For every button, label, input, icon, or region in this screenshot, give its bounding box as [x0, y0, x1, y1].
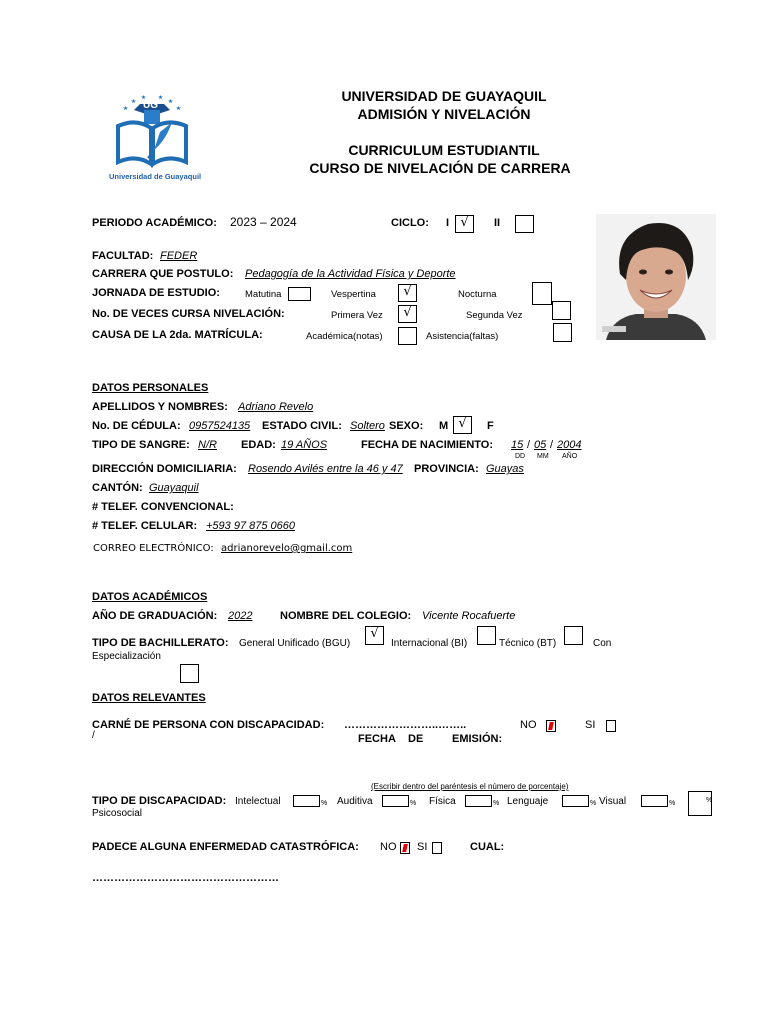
matutina-checkbox[interactable]: [288, 287, 311, 301]
causa-label: CAUSA DE LA 2da. MATRÍCULA:: [92, 329, 263, 341]
auditiva-label: Auditiva: [337, 796, 373, 807]
lenguaje-label: Lenguaje: [507, 796, 549, 807]
primera-vez-checkbox[interactable]: √: [398, 305, 417, 323]
graduacion-label: AÑO DE GRADUACIÓN:: [92, 610, 218, 622]
student-portrait-icon: [596, 214, 716, 340]
periodo-value: 2023 – 2024: [230, 215, 297, 229]
telcel-label: # TELEF. CELULAR:: [92, 520, 198, 532]
carrera-label: CARRERA QUE POSTULO:: [92, 268, 234, 280]
year-caption: AÑO: [562, 453, 578, 460]
veces-opt-1: Primera Vez: [331, 310, 383, 321]
carne-label: CARNÉ DE PERSONA CON DISCAPACIDAD:: [92, 719, 325, 731]
ciclo-opt-1: I: [446, 217, 450, 229]
causa-opt-2: Asistencia(faltas): [426, 331, 499, 342]
canton-label: CANTÓN:: [92, 482, 143, 494]
nocturna-checkbox[interactable]: [532, 282, 552, 305]
colegio-label: NOMBRE DEL COLEGIO:: [280, 610, 412, 622]
psicosocial-pct: %: [706, 797, 713, 804]
nombres-value: Adriano Revelo: [238, 401, 314, 413]
ciclo-1-checkbox[interactable]: √: [455, 215, 474, 233]
telcel-value: +593 97 875 0660: [206, 520, 296, 532]
emision-label: EMISIÓN:: [452, 733, 503, 745]
con-label: Con: [593, 638, 612, 649]
intelectual-label: Intelectual: [235, 796, 281, 807]
edad-value: 19 AÑOS: [281, 439, 328, 451]
ciclo-2-checkbox[interactable]: [515, 215, 534, 233]
fisica-pct: %: [493, 800, 500, 807]
cual-label: CUAL:: [470, 841, 505, 853]
carne-si-label: SI: [585, 719, 596, 731]
nombres-label: APELLIDOS Y NOMBRES:: [92, 401, 228, 413]
psicosocial-label: Psicosocial: [92, 808, 143, 819]
date-separator-2: /: [550, 439, 554, 451]
jornada-opt-3: Nocturna: [458, 289, 497, 300]
ciclo-opt-2: II: [494, 217, 501, 229]
ciclo-label: CICLO:: [391, 217, 429, 229]
auditiva-percent-field[interactable]: [382, 795, 409, 807]
veces-opt-2: Segunda Vez: [466, 310, 523, 321]
university-title: UNIVERSIDAD DE GUAYAQUIL: [341, 88, 547, 104]
especializacion-checkbox[interactable]: [180, 664, 199, 683]
catastrofica-si-checkbox[interactable]: [432, 842, 442, 854]
carne-dots: ……………………..……..: [344, 719, 467, 731]
edad-label: EDAD:: [241, 439, 276, 451]
bt-checkbox[interactable]: [564, 626, 583, 645]
catastrofica-si-label: SI: [417, 841, 428, 853]
catastrofica-no-checkbox[interactable]: [400, 842, 410, 854]
bachillerato-label: TIPO DE BACHILLERATO:: [92, 637, 229, 649]
colegio-value: Vicente Rocafuerte: [422, 610, 516, 622]
visual-percent-field[interactable]: [641, 795, 668, 807]
direccion-label: DIRECCIÓN DOMICILIARIA:: [92, 463, 237, 475]
sexo-m-checkbox[interactable]: √: [453, 416, 472, 434]
nacimiento-year: 2004: [557, 439, 582, 451]
visual-label: Visual: [599, 796, 627, 807]
nacimiento-month: 05: [534, 439, 547, 451]
jornada-opt-2: Vespertina: [331, 289, 376, 300]
document-title: CURRICULUM ESTUDIANTIL: [348, 142, 540, 158]
cual-dots: ……………………………………………: [92, 872, 279, 884]
lenguaje-percent-field[interactable]: [562, 795, 589, 807]
graduacion-value: 2022: [228, 610, 253, 622]
academicos-heading: DATOS ACADÉMICOS: [92, 591, 208, 603]
asistencia-checkbox[interactable]: [553, 323, 572, 342]
bgu-checkbox[interactable]: √: [365, 626, 384, 645]
sexo-f-label: F: [487, 420, 494, 432]
jornada-opt-1: Matutina: [245, 289, 282, 300]
sexo-label: SEXO:: [389, 420, 424, 432]
porcentaje-note: (Escribir dentro del paréntesis el número de porcentaje): [371, 782, 569, 791]
especializacion-label: Especialización: [92, 651, 161, 662]
nacimiento-day: 15: [511, 439, 524, 451]
cedula-label: No. DE CÉDULA:: [92, 420, 181, 432]
document-subtitle: CURSO DE NIVELACIÓN DE CARRERA: [309, 160, 571, 176]
carne-si-checkbox[interactable]: [606, 720, 616, 732]
jornada-label: JORNADA DE ESTUDIO:: [92, 287, 220, 299]
relevantes-heading: DATOS RELEVANTES: [92, 692, 206, 704]
personales-heading: DATOS PERSONALES: [92, 382, 209, 394]
fisica-label: Física: [429, 796, 456, 807]
facultad-label: FACULTAD:: [92, 250, 154, 262]
civil-label: ESTADO CIVIL:: [262, 420, 342, 432]
department-title: ADMISIÓN Y NIVELACIÓN: [357, 106, 531, 122]
sexo-m-label: M: [439, 420, 449, 432]
telconv-label: # TELEF. CONVENCIONAL:: [92, 501, 234, 513]
date-separator-1: /: [527, 439, 531, 451]
logo-caption: Universidad de Guayaquil: [109, 172, 202, 181]
fecha-label: FECHA: [358, 733, 396, 745]
provincia-label: PROVINCIA:: [414, 463, 479, 475]
canton-value: Guayaquil: [149, 482, 199, 494]
nacimiento-label: FECHA DE NACIMIENTO:: [361, 439, 493, 451]
day-caption: DD: [515, 453, 526, 460]
veces-label: No. DE VECES CURSA NIVELACIÓN:: [92, 308, 285, 320]
bi-checkbox[interactable]: [477, 626, 496, 645]
carrera-value: Pedagogía de la Actividad Física y Deporte: [245, 268, 456, 280]
visual-pct: %: [669, 800, 676, 807]
direccion-value: Rosendo Avilés entre la 46 y 47: [248, 463, 403, 475]
bgu-label: General Unificado (BGU): [239, 638, 351, 649]
catastrofica-label: PADECE ALGUNA ENFERMEDAD CATASTRÓFICA:: [92, 841, 359, 853]
facultad-value: FEDER: [160, 250, 198, 262]
provincia-value: Guayas: [486, 463, 524, 475]
logo-initials: UG: [143, 100, 158, 111]
fisica-percent-field[interactable]: [465, 795, 492, 807]
month-caption: MM: [537, 453, 549, 460]
sangre-value: N/R: [198, 439, 217, 451]
auditiva-pct: %: [410, 800, 417, 807]
student-photo: [596, 214, 716, 340]
carne-no-label: NO: [520, 719, 537, 731]
lenguaje-pct: %: [590, 800, 597, 807]
de-label: DE: [408, 733, 424, 745]
bi-label: Internacional (BI): [391, 638, 468, 649]
correo-label: CORREO ELECTRÓNICO:: [93, 543, 214, 554]
periodo-label: PERIODO ACADÉMICO:: [92, 217, 217, 229]
intelectual-percent-field[interactable]: [293, 795, 320, 807]
carne-no-checkbox[interactable]: [546, 720, 556, 732]
intelectual-pct: %: [321, 800, 328, 807]
civil-value: Soltero: [350, 420, 385, 432]
catastrofica-no-label: NO: [380, 841, 397, 853]
cedula-value: 0957524135: [189, 420, 251, 432]
vespertina-checkbox[interactable]: √: [398, 284, 417, 302]
correo-value: adrianorevelo@gmail.com: [221, 543, 353, 554]
tipo-discapacidad-label: TIPO DE DISCAPACIDAD:: [92, 795, 227, 807]
academica-checkbox[interactable]: [398, 327, 417, 345]
slash-mark: /: [92, 730, 95, 741]
causa-opt-1: Académica(notas): [306, 331, 383, 342]
bt-label: Técnico (BT): [499, 638, 557, 649]
sangre-label: TIPO DE SANGRE:: [92, 439, 190, 451]
segunda-vez-checkbox[interactable]: [552, 301, 571, 320]
